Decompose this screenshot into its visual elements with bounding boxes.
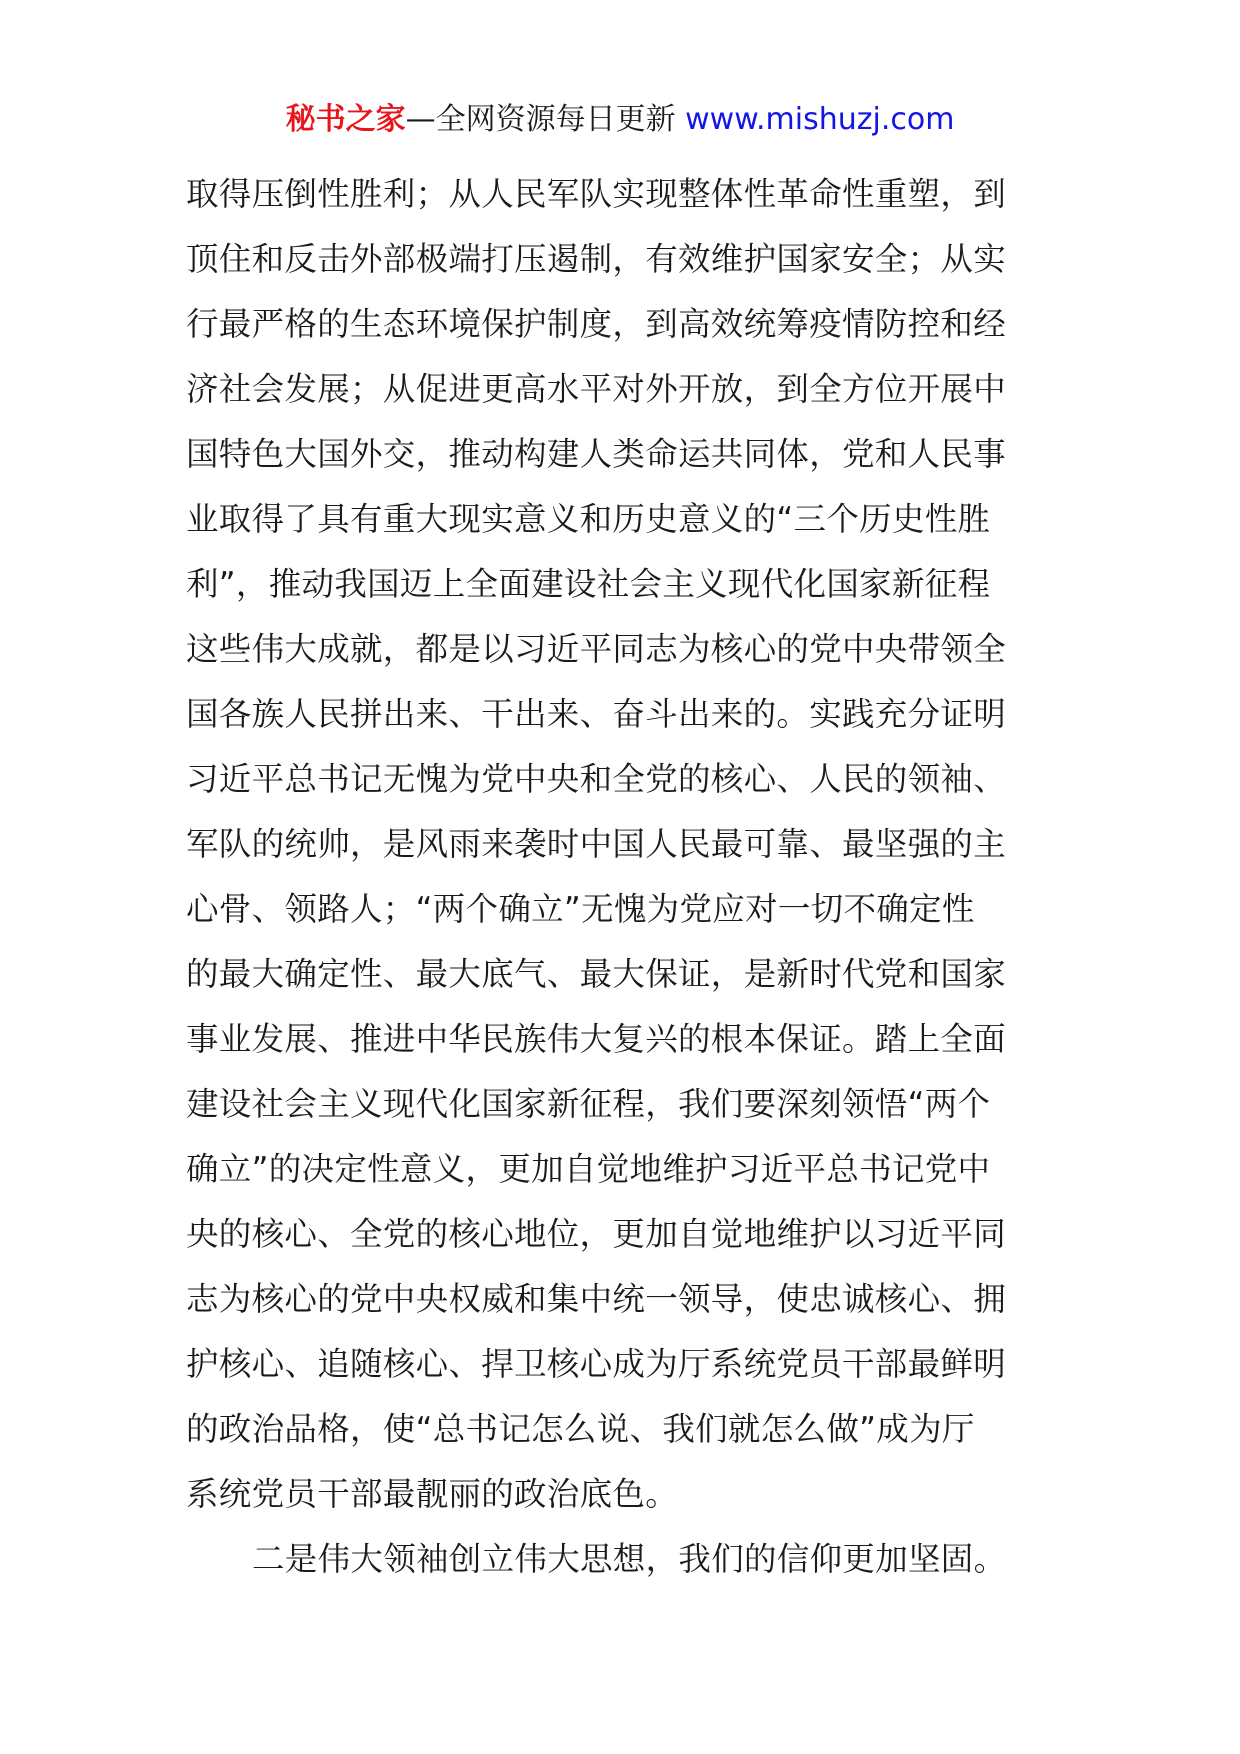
text-line: 确立”的决定性意义，更加自觉地维护习近平总书记党中 bbox=[186, 1150, 991, 1188]
header-tagline: —全网资源每日更新 bbox=[405, 102, 686, 137]
page-header bbox=[0, 100, 1240, 140]
text-line: 系统党员干部最靓丽的政治底色。 bbox=[186, 1475, 679, 1513]
text-line: 顶住和反击外部极端打压遏制，有效维护国家安全；从实 bbox=[186, 240, 1007, 278]
text-line: 护核心、追随核心、捍卫核心成为厅系统党员干部最鲜明 bbox=[186, 1345, 1007, 1383]
text-line: 的最大确定性、最大底气、最大保证，是新时代党和国家 bbox=[186, 955, 1007, 993]
text-line: 习近平总书记无愧为党中央和全党的核心、人民的领袖、 bbox=[186, 760, 1007, 798]
text-line: 心骨、领路人；“两个确立”无愧为党应对一切不确定性 bbox=[186, 890, 975, 928]
text-line: 的政治品格，使“总书记怎么说、我们就怎么做”成为厅 bbox=[186, 1410, 975, 1448]
text-line: 事业发展、推进中华民族伟大复兴的根本保证。踏上全面 bbox=[186, 1020, 1007, 1058]
text-line: 国特色大国外交，推动构建人类命运共同体，党和人民事 bbox=[186, 435, 1007, 473]
site-url-link[interactable]: www.mishuzj.com bbox=[685, 102, 955, 137]
text-line: 这些伟大成就，都是以习近平同志为核心的党中央带领全 bbox=[186, 630, 1007, 668]
text-line: 建设社会主义现代化国家新征程，我们要深刻领悟“两个 bbox=[186, 1085, 991, 1123]
text-line: 国各族人民拼出来、干出来、奋斗出来的。实践充分证明 bbox=[186, 695, 1007, 733]
body-text bbox=[186, 162, 1056, 1592]
text-line: 取得压倒性胜利；从人民军队实现整体性革命性重塑，到 bbox=[186, 175, 1007, 213]
text-line: 行最严格的生态环境保护制度，到高效统筹疫情防控和经 bbox=[186, 305, 1007, 343]
text-line: 志为核心的党中央权威和集中统一领导，使忠诚核心、拥 bbox=[186, 1280, 1007, 1318]
text-line: 业取得了具有重大现实意义和历史意义的“三个历史性胜 bbox=[186, 500, 991, 538]
text-line: 济社会发展；从促进更高水平对外开放，到全方位开展中 bbox=[186, 370, 1007, 408]
brand-name: 秘书之家 bbox=[285, 102, 406, 137]
text-line: 利”，推动我国迈上全面建设社会主义现代化国家新征程 bbox=[186, 565, 991, 603]
text-line: 央的核心、全党的核心地位，更加自觉地维护以习近平同 bbox=[186, 1215, 1007, 1253]
text-line: 军队的统帅，是风雨来袭时中国人民最可靠、最坚强的主 bbox=[186, 825, 1007, 863]
paragraph-heading: 二是伟大领袖创立伟大思想，我们的信仰更加坚固。 bbox=[252, 1540, 1007, 1578]
